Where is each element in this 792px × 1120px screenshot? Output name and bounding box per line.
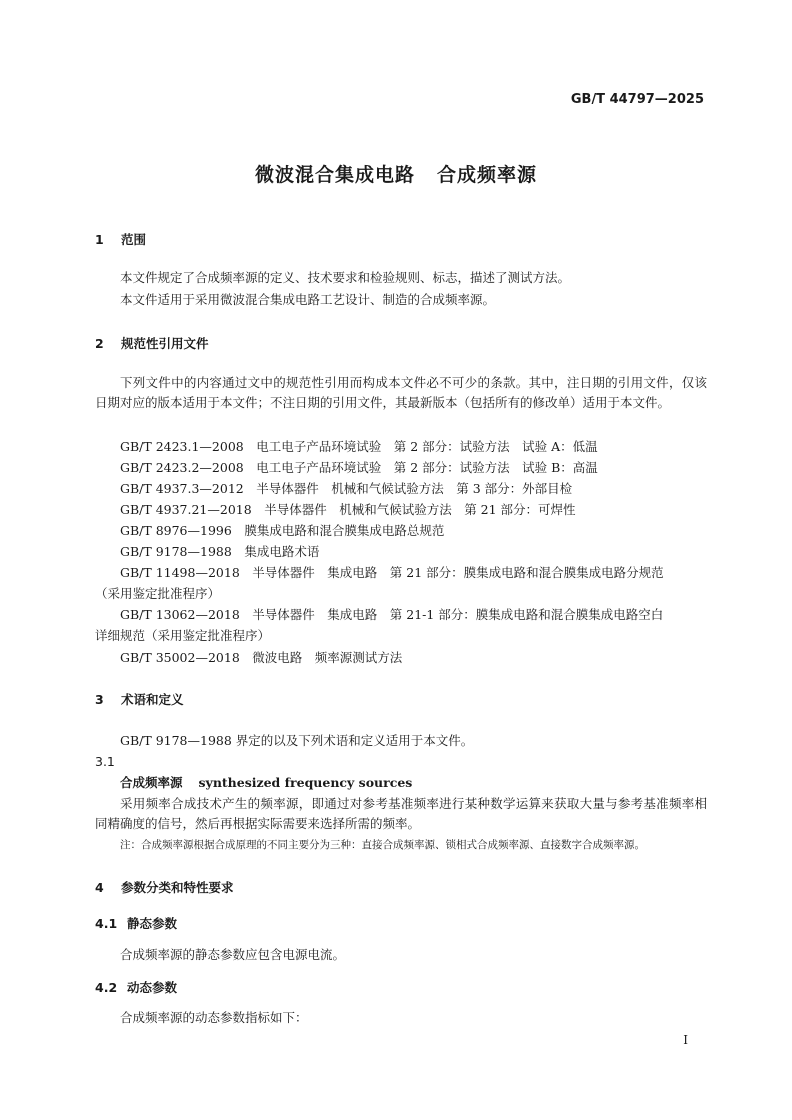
- title-part2: 合成频率源: [437, 164, 538, 186]
- section-4-1-heading: 4.1 静态参数: [95, 916, 178, 931]
- section-3-intro: GB/T 9178—1988 界定的以及下列术语和定义适用于本文件。: [120, 733, 474, 748]
- reference-item-continued: 详细规范（采用鉴定批准程序）: [95, 628, 271, 643]
- reference-item: GB/T 2423.2—2008 电工电子产品环境试验 第 2 部分：试验方法 试验 B：高温: [120, 460, 598, 475]
- section-1-paragraph-2: 本文件适用于采用微波混合集成电路工艺设计、制造的合成频率源。: [120, 292, 496, 307]
- reference-item: GB/T 4937.21—2018 半导体器件 机械和气候试验方法 第 21 部分：可焊性: [120, 502, 576, 517]
- section-4-1-text: 合成频率源的静态参数应包含电源电流。: [120, 947, 346, 962]
- section-4-heading: 4 参数分类和特性要求: [95, 880, 234, 895]
- reference-item: GB/T 9178—1988 集成电路术语: [120, 544, 320, 559]
- reference-item: GB/T 4937.3—2012 半导体器件 机械和气候试验方法 第 3 部分：外部目检: [120, 481, 573, 496]
- page-number: I: [683, 1033, 688, 1047]
- reference-item: GB/T 2423.1—2008 电工电子产品环境试验 第 2 部分：试验方法 试验 A：低温: [120, 439, 598, 454]
- term-title: [120, 773, 412, 791]
- document-title: [0, 160, 792, 187]
- title-part1: 微波混合集成电路: [254, 164, 415, 186]
- reference-item: GB/T 8976—1996 膜集成电路和混合膜集成电路总规范: [120, 523, 445, 538]
- section-1-paragraph-1: 本文件规定了合成频率源的定义、技术要求和检验规则、标志，描述了测试方法。: [120, 270, 571, 285]
- reference-item: GB/T 13062—2018 半导体器件 集成电路 第 21-1 部分：膜集成电路和混合膜集成电路空白: [120, 607, 664, 622]
- section-4-2-text: 合成频率源的动态参数指标如下：: [120, 1010, 308, 1025]
- term-number: 3.1: [95, 754, 115, 769]
- reference-item: GB/T 11498—2018 半导体器件 集成电路 第 21 部分：膜集成电路和混合膜集成电路分规范: [120, 565, 664, 580]
- section-3-heading: 3 术语和定义: [95, 692, 184, 707]
- section-2-heading: 2 规范性引用文件: [95, 336, 209, 351]
- term-chinese: 合成频率源: [120, 775, 183, 790]
- section-1-heading: 1 范围: [95, 232, 147, 247]
- reference-item: GB/T 35002—2018 微波电路 频率源测试方法: [120, 650, 403, 665]
- term-definition: 采用频率合成技术产生的频率源，即通过对参考基准频率进行某种数学运算来获取大量与参考基准频率相同精确度的信号，然后再根据实际需要来选择所需的频率。: [95, 796, 707, 831]
- standard-number: GB/T 44797—2025: [570, 92, 704, 107]
- section-4-2-heading: 4.2 动态参数: [95, 980, 178, 995]
- section-2-intro: 下列文件中的内容通过文中的规范性引用而构成本文件必不可少的条款。其中，注日期的引用文件，仅该日期对应的版本适用于本文件；不注日期的引用文件，其最新版本（包括所有的修改单）适用于本文件。: [95, 375, 707, 410]
- term-note: 注：合成频率源根据合成原理的不同主要分为三种：直接合成频率源、锁相式合成频率源、直接数字合成频率源。: [120, 839, 645, 851]
- reference-item-continued: （采用鉴定批准程序）: [95, 586, 221, 601]
- term-english: synthesized frequency sources: [198, 775, 413, 790]
